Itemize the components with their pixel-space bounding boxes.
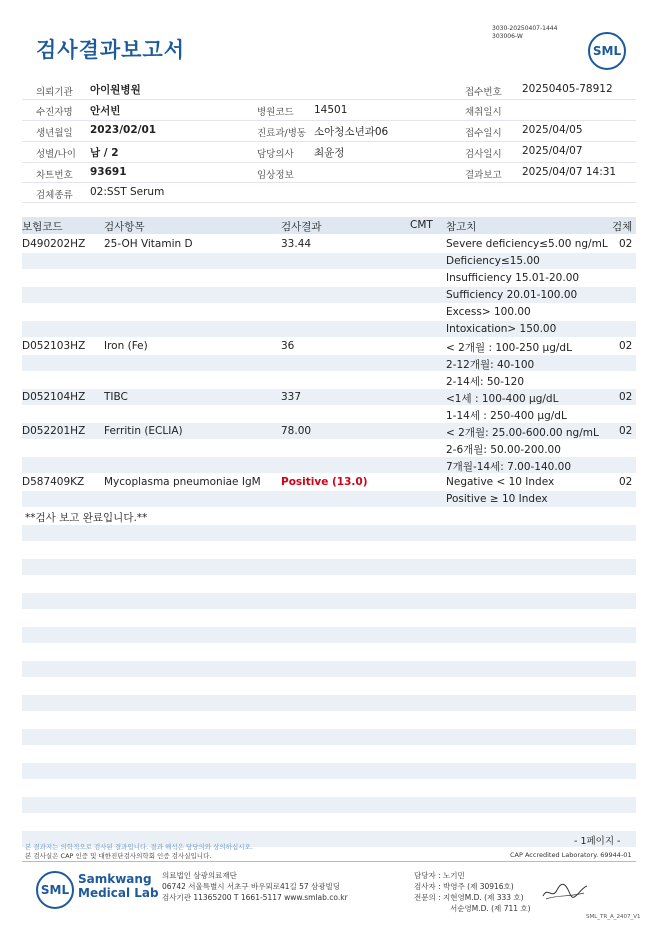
lab-name-line2: Medical Lab (78, 886, 159, 900)
staff-manager: 담당자 : 노기민 (414, 871, 465, 880)
divider (22, 182, 636, 183)
cell-reference: 7개월-14세: 7.00-140.00 (446, 461, 572, 473)
lab-name (78, 872, 159, 900)
receipt-no-label: 접수번호 (465, 87, 502, 98)
test-date-value: 2025/04/07 (522, 145, 583, 157)
completion-note: **검사 보고 완료입니다.** (25, 512, 148, 524)
header-cmt: CMT (410, 219, 433, 231)
cell-result: 33.44 (281, 238, 312, 250)
sex-age-label: 성별/나이 (36, 149, 76, 160)
staff-specialist-2: 서순영M.D. (제 711 호) (450, 904, 531, 913)
table-row (22, 441, 636, 457)
lab-address-block (162, 870, 348, 903)
dept-label: 진료과/병동 (257, 128, 307, 139)
table-row (22, 271, 636, 287)
cell-code: D052103HZ (22, 340, 86, 352)
header-result: 검사결과 (281, 221, 322, 233)
table-row (22, 475, 636, 491)
cell-specimen: 02 (619, 425, 633, 437)
report-date-label: 결과보고 (465, 170, 502, 181)
cell-reference: Deficiency≤15.00 (446, 255, 540, 267)
table-row (22, 356, 636, 372)
cell-reference: Excess> 100.00 (446, 306, 531, 318)
table-row (22, 288, 636, 304)
lab-org: 의료법인 삼광의료재단 (162, 871, 237, 880)
cell-reference: Sufficiency 20.01-100.00 (446, 289, 578, 301)
results-table-header (22, 217, 636, 234)
cell-reference: < 2개월 : 100-250 μg/dL (446, 342, 572, 354)
form-id: SML_TR_A_2407_V1 (586, 914, 641, 920)
clinical-label: 임상정보 (257, 170, 294, 181)
staff-specialist-1: 전문의 : 지현영M.D. (제 333 호) (414, 893, 524, 902)
sex-age-value: 남 / 2 (90, 147, 119, 159)
lab-staff-block (414, 870, 531, 914)
divider (22, 162, 636, 163)
cell-specimen: 02 (619, 238, 633, 250)
chart-no-value: 93691 (90, 166, 127, 178)
header-reference: 참고치 (446, 221, 477, 233)
hospital-code-value: 14501 (314, 104, 348, 116)
cell-code: D052201HZ (22, 425, 86, 437)
cell-reference: Severe deficiency≤5.00 ng/mL (446, 238, 608, 250)
name-label: 수진자명 (36, 107, 73, 118)
cell-item: 25-OH Vitamin D (104, 238, 193, 250)
table-row (22, 322, 636, 338)
header-item: 검사항목 (104, 221, 145, 233)
cell-specimen: 02 (619, 391, 633, 403)
cell-item: Iron (Fe) (104, 340, 148, 352)
cell-reference: 2-12개월: 40-100 (446, 359, 535, 371)
receipt-date-label: 접수일시 (465, 128, 502, 139)
document-id (492, 25, 557, 41)
collect-date-label: 채취일시 (465, 107, 502, 118)
page-number: - 1페이지 - (574, 836, 621, 847)
document-id-line2: 303006-W (492, 33, 523, 40)
row-stripe (22, 763, 636, 779)
sml-logo-footer: SML (36, 871, 74, 909)
cell-reference: 2-6개월: 50.00-200.00 (446, 444, 561, 456)
table-row (22, 254, 636, 270)
report-date-value: 2025/04/07 14:31 (522, 166, 617, 178)
table-row (22, 492, 636, 508)
table-row (22, 305, 636, 321)
staff-tester: 검사자 : 박영주 (제 30916호) (414, 882, 514, 891)
hospital-label: 의뢰기관 (36, 87, 73, 98)
report-title: 검사결과보고서 (36, 38, 186, 62)
specimen-label: 검체종류 (36, 190, 73, 201)
row-stripe (22, 695, 636, 711)
chart-no-label: 차트번호 (36, 170, 73, 181)
divider (22, 120, 636, 121)
row-stripe (22, 627, 636, 643)
cell-specimen: 02 (619, 340, 633, 352)
footer-notice-1: 본 결과지는 의학적으로 검사된 결과입니다. 결과 해석은 담당의와 상의하십시오. (25, 843, 253, 851)
table-row (22, 390, 636, 406)
doctor-value: 최윤정 (314, 147, 345, 159)
cell-code: D490202HZ (22, 238, 86, 250)
divider (22, 202, 636, 203)
cell-reference: Insufficiency 15.01-20.00 (446, 272, 580, 284)
lab-address: 06742 서울특별시 서초구 바우뫼로41길 57 삼광빌딩 (162, 882, 341, 891)
table-row (22, 373, 636, 389)
test-date-label: 검사일시 (465, 149, 502, 160)
table-row (22, 237, 636, 253)
row-stripe (22, 593, 636, 609)
specimen-value: 02:SST Serum (90, 186, 165, 198)
row-stripe (22, 559, 636, 575)
cell-result: Positive (13.0) (281, 476, 368, 488)
cell-item: Ferritin (ECLIA) (104, 425, 183, 437)
cell-result: 36 (281, 340, 295, 352)
cell-code: D587409KZ (22, 476, 85, 488)
footer-notice-2: 본 검사실은 CAP 인증 및 대한진단검사의학회 인증 검사실입니다. (25, 852, 212, 860)
cell-code: D052104HZ (22, 391, 86, 403)
divider (22, 141, 636, 142)
cell-reference: <1세 : 100-400 μg/dL (446, 393, 559, 405)
cell-reference: 2-14세: 50-120 (446, 376, 525, 388)
cell-result: 337 (281, 391, 302, 403)
cell-specimen: 02 (619, 476, 633, 488)
dob-value: 2023/02/01 (90, 124, 157, 136)
divider (22, 99, 636, 100)
cell-reference: Intoxication> 150.00 (446, 323, 557, 335)
row-stripe (22, 797, 636, 813)
table-row (22, 458, 636, 474)
header-code: 보험코드 (22, 221, 63, 233)
table-row (22, 407, 636, 423)
hospital-value: 아이원병원 (90, 84, 141, 96)
row-stripe (22, 661, 636, 677)
lab-name-line1: Samkwang (78, 872, 152, 886)
row-stripe (22, 729, 636, 745)
cell-reference: Positive ≥ 10 Index (446, 493, 548, 505)
table-row (22, 424, 636, 440)
doctor-label: 담당의사 (257, 149, 294, 160)
cell-reference: Negative < 10 Index (446, 476, 555, 488)
cell-item: Mycoplasma pneumoniae IgM (104, 476, 261, 488)
receipt-no-value: 20250405-78912 (522, 83, 613, 95)
cap-accreditation: CAP Accredited Laboratory. 69944-01 (510, 851, 632, 859)
dob-label: 생년월일 (36, 128, 73, 139)
cell-reference: < 2개월: 25.00-600.00 ng/mL (446, 427, 599, 439)
lab-contact: 검사기관 11365200 T 1661-5117 www.smlab.co.kr (162, 893, 348, 902)
receipt-date-value: 2025/04/05 (522, 124, 583, 136)
name-value: 안서빈 (90, 105, 121, 117)
cell-reference: 1-14세 : 250-400 μg/dL (446, 410, 567, 422)
hospital-code-label: 병원코드 (257, 107, 294, 118)
footer-divider (22, 861, 636, 862)
table-row (22, 339, 636, 355)
dept-value: 소아청소년과06 (314, 126, 389, 138)
cell-item: TIBC (104, 391, 128, 403)
row-stripe (22, 525, 636, 541)
header-specimen: 검체 (612, 221, 633, 233)
signature-image (540, 880, 590, 904)
document-id-line1: 3030-20250407-1444 (492, 25, 558, 32)
sml-logo: SML (588, 32, 626, 70)
cell-result: 78.00 (281, 425, 312, 437)
